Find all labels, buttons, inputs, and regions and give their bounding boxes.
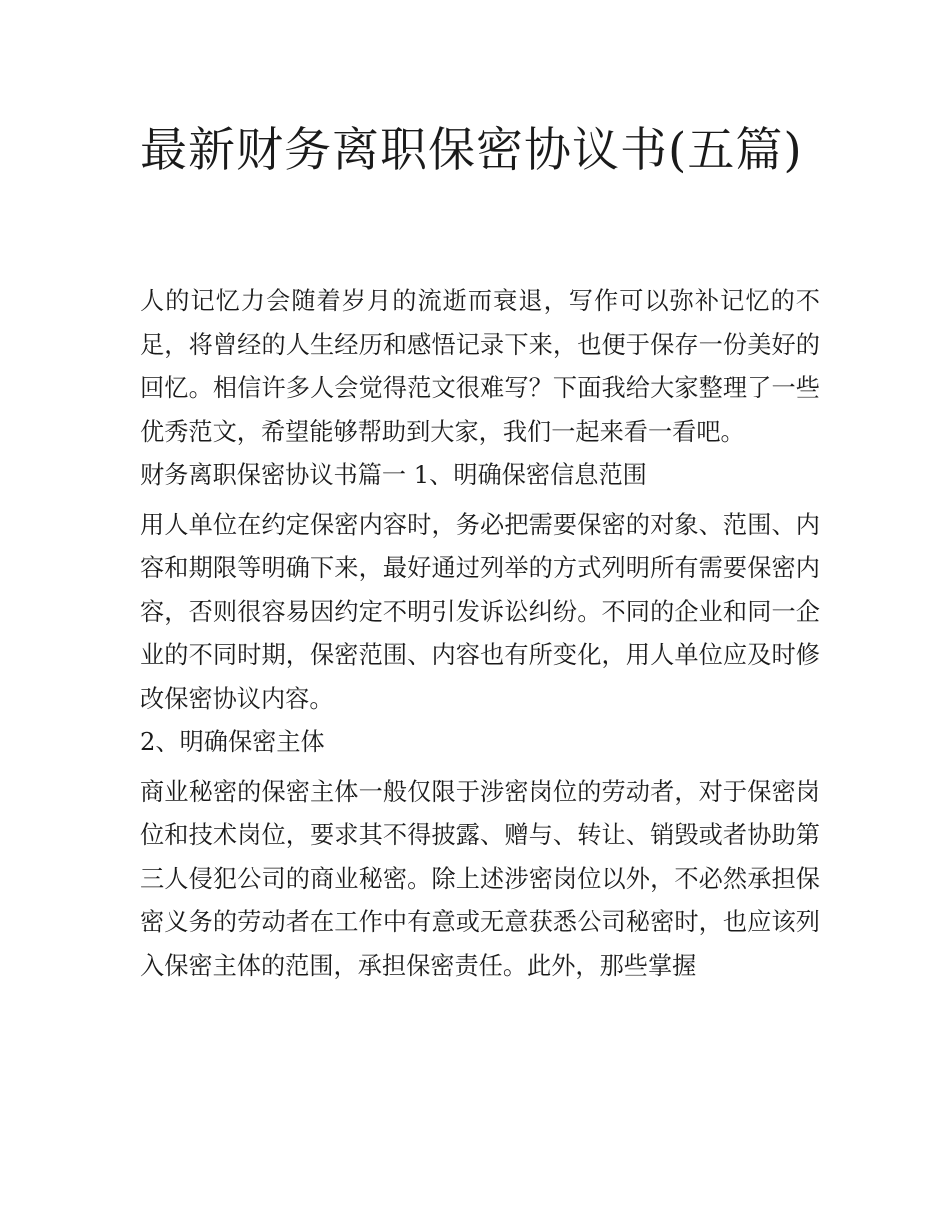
document-body (140, 280, 820, 988)
body-paragraph-2: 商业秘密的保密主体一般仅限于涉密岗位的劳动者，对于保密岗位和技术岗位，要求其不得披露、赠与、转让、销毁或者协助第三人侵犯公司的商业秘密。除上述涉密岗位以外，不必然承担保密义务的劳动者在工作中有意或无意获悉公司秘密时，也应该列入保密主体的范围，承担保密责任。此外，那些掌握 (140, 777, 820, 980)
section-heading-1: 财务离职保密协议书篇一 1、明确保密信息范围 (140, 461, 647, 489)
section-heading-2: 2、明确保密主体 (140, 728, 325, 756)
body-paragraph-1: 用人单位在约定保密内容时，务必把需要保密的对象、范围、内容和期限等明确下来，最好通过列举的方式列明所有需要保密内容，否则很容易因约定不明引发诉讼纠纷。不同的企业和同一企业的不同时期，保密范围、内容也有所变化，用人单位应及时修改保密协议内容。 (140, 510, 820, 713)
intro-paragraph: 人的记忆力会随着岁月的流逝而衰退，写作可以弥补记忆的不足，将曾经的人生经历和感悟记录下来，也便于保存一份美好的回忆。相信许多人会觉得范文很难写？下面我给大家整理了一些优秀范文，希望能够帮助到大家，我们一起来看一看吧。 (140, 287, 820, 446)
document-title: 最新财务离职保密协议书(五篇) (140, 123, 803, 178)
